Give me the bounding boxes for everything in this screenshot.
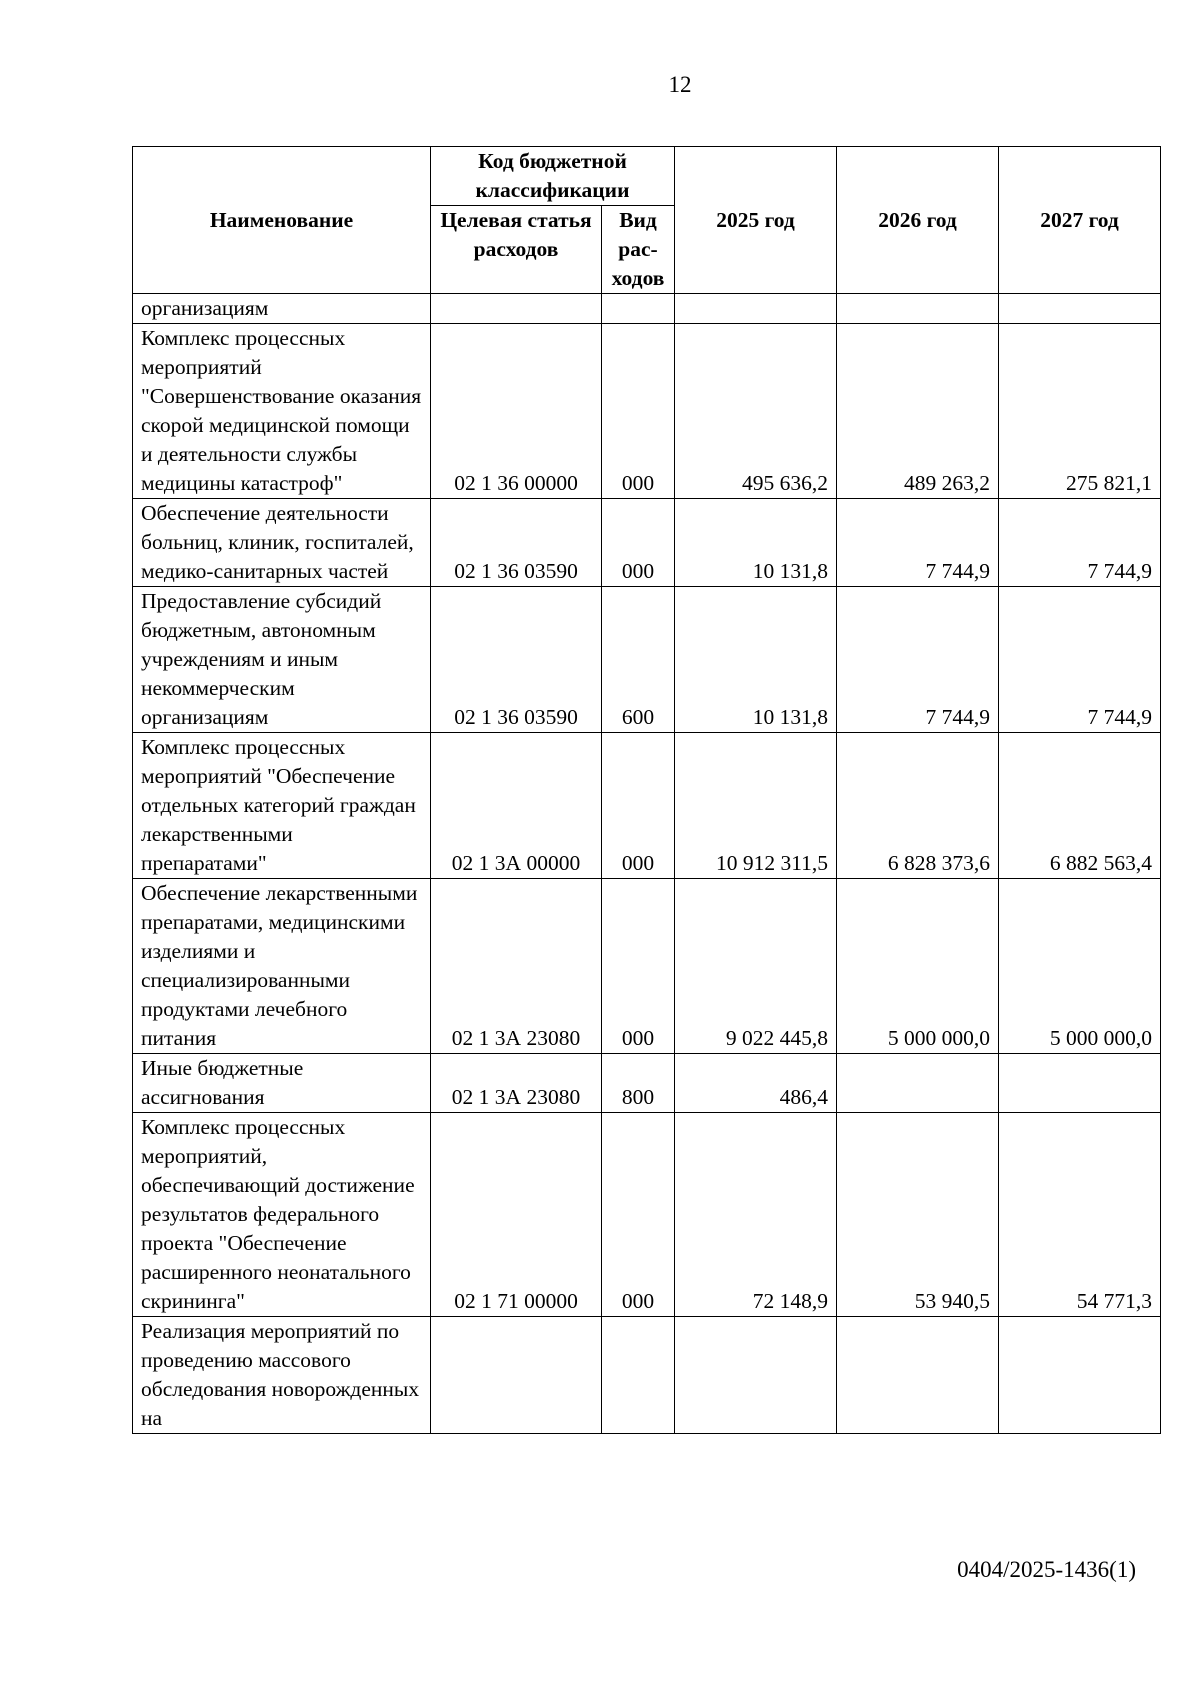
table-row: [133, 294, 1161, 324]
table-row: [133, 587, 1161, 733]
table-header: [133, 147, 1161, 294]
page-number: 12: [668, 72, 692, 97]
row-target-code: 02 1 3А 23080: [431, 1054, 602, 1113]
header-code-group: Код бюджетной классификации: [431, 147, 675, 206]
row-kind-code: 000: [602, 324, 675, 499]
row-value-2027: 275 821,1: [999, 324, 1161, 499]
table-row: [133, 1113, 1161, 1317]
row-value-2027: 6 882 563,4: [999, 733, 1161, 879]
table-row: [133, 324, 1161, 499]
header-kind: Вид рас-ходов: [602, 206, 675, 294]
header-2025: 2025 год: [675, 147, 837, 294]
row-value-2025: 9 022 445,8: [675, 879, 837, 1054]
row-value-2025: 10 131,8: [675, 499, 837, 587]
row-kind-code: 600: [602, 587, 675, 733]
table-row: [133, 879, 1161, 1054]
row-value-2027: 54 771,3: [999, 1113, 1161, 1317]
row-value-2026: 5 000 000,0: [837, 879, 999, 1054]
table-row: [133, 1317, 1161, 1434]
table-body: [133, 294, 1161, 1434]
row-value-2027: [999, 1054, 1161, 1113]
header-name: Наименование: [133, 147, 431, 294]
row-target-code: [431, 1317, 602, 1434]
row-value-2026: [837, 1317, 999, 1434]
row-kind-code: [602, 294, 675, 324]
row-value-2026: 7 744,9: [837, 587, 999, 733]
row-kind-code: 800: [602, 1054, 675, 1113]
row-target-code: 02 1 36 03590: [431, 499, 602, 587]
row-value-2027: 7 744,9: [999, 499, 1161, 587]
row-kind-code: 000: [602, 879, 675, 1054]
row-value-2026: 7 744,9: [837, 499, 999, 587]
row-kind-code: [602, 1317, 675, 1434]
row-name: организациям: [133, 294, 431, 324]
budget-table: [132, 146, 1161, 1434]
row-value-2026: 6 828 373,6: [837, 733, 999, 879]
row-value-2027: [999, 294, 1161, 324]
row-value-2026: 53 940,5: [837, 1113, 999, 1317]
row-target-code: [431, 294, 602, 324]
row-value-2025: [675, 294, 837, 324]
row-value-2025: 486,4: [675, 1054, 837, 1113]
row-name: Предоставление субсидий бюджетным, автономным учреждениям и иным некоммерческим организациям: [133, 587, 431, 733]
header-target: Целевая статья расходов: [431, 206, 602, 294]
row-value-2025: 72 148,9: [675, 1113, 837, 1317]
row-kind-code: 000: [602, 499, 675, 587]
row-name: Комплекс процессных мероприятий "Совершенствование оказания скорой медицинской помощи и деятельности службы медицины катастроф": [133, 324, 431, 499]
row-name: Реализация мероприятий по проведению массового обследования новорожденных на: [133, 1317, 431, 1434]
document-code: 0404/2025-1436(1): [957, 1557, 1136, 1582]
table-row: [133, 1054, 1161, 1113]
row-name: Обеспечение лекарственными препаратами, медицинскими изделиями и специализированными продуктами лечебного питания: [133, 879, 431, 1054]
row-target-code: 02 1 71 00000: [431, 1113, 602, 1317]
row-name: Обеспечение деятельности больниц, клиник, госпиталей, медико-санитарных частей: [133, 499, 431, 587]
table-row: [133, 733, 1161, 879]
row-value-2025: 495 636,2: [675, 324, 837, 499]
header-2027: 2027 год: [999, 147, 1161, 294]
row-value-2025: 10 131,8: [675, 587, 837, 733]
header-2026: 2026 год: [837, 147, 999, 294]
row-name: Комплекс процессных мероприятий, обеспечивающий достижение результатов федерального проекта "Обеспечение расширенного неонатального скрининга": [133, 1113, 431, 1317]
row-value-2027: 5 000 000,0: [999, 879, 1161, 1054]
row-target-code: 02 1 3А 23080: [431, 879, 602, 1054]
row-value-2027: 7 744,9: [999, 587, 1161, 733]
row-value-2026: [837, 1054, 999, 1113]
table-row: [133, 499, 1161, 587]
row-target-code: 02 1 36 00000: [431, 324, 602, 499]
row-kind-code: 000: [602, 733, 675, 879]
row-value-2026: [837, 294, 999, 324]
row-value-2025: 10 912 311,5: [675, 733, 837, 879]
row-value-2027: [999, 1317, 1161, 1434]
row-value-2025: [675, 1317, 837, 1434]
row-name: Комплекс процессных мероприятий "Обеспечение отдельных категорий граждан лекарственными препаратами": [133, 733, 431, 879]
row-value-2026: 489 263,2: [837, 324, 999, 499]
row-kind-code: 000: [602, 1113, 675, 1317]
row-name: Иные бюджетные ассигнования: [133, 1054, 431, 1113]
row-target-code: 02 1 36 03590: [431, 587, 602, 733]
row-target-code: 02 1 3А 00000: [431, 733, 602, 879]
